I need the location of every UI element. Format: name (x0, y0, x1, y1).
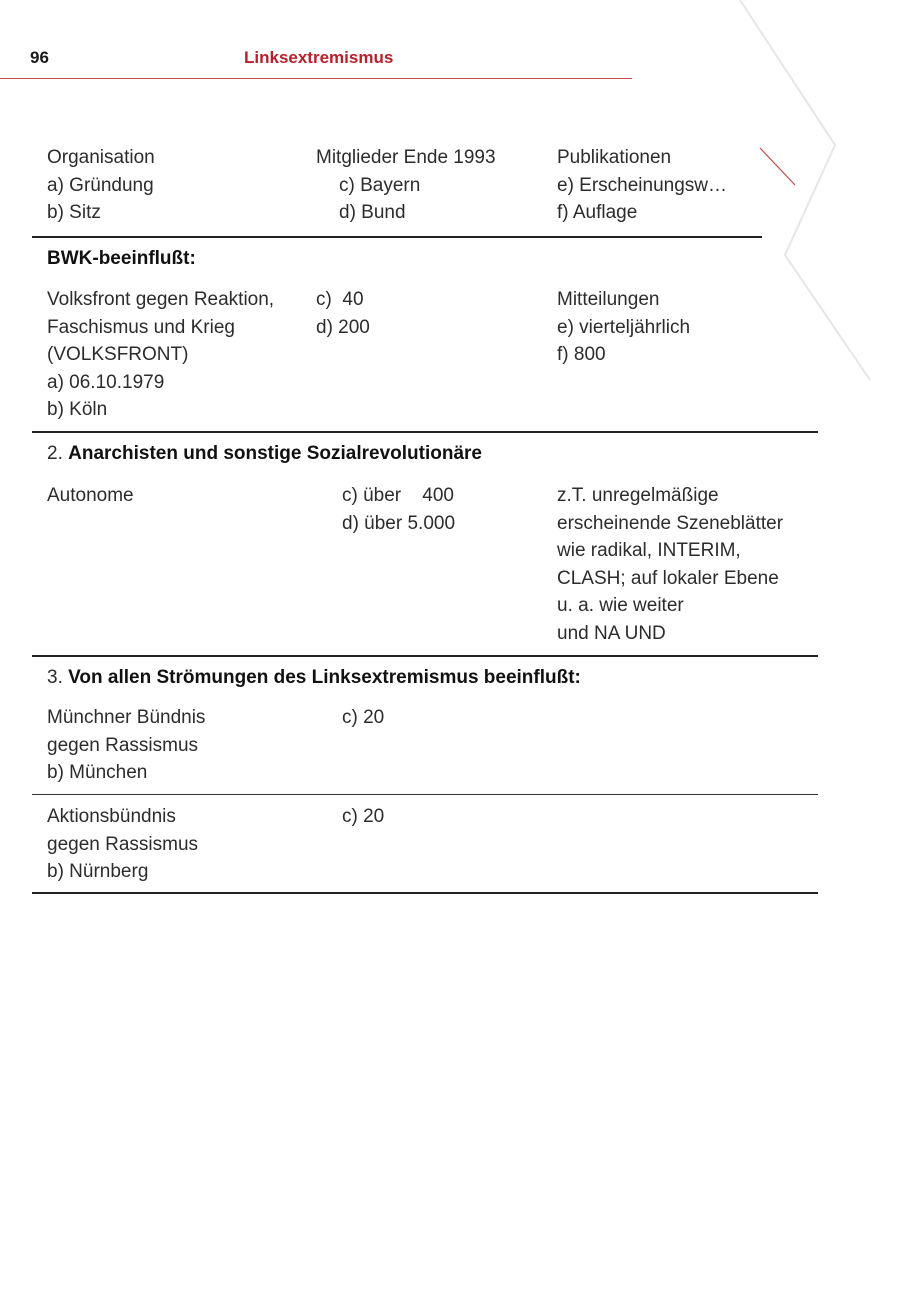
entry-volksfront-publications: Mitteilungen e) vierteljährlich f) 800 (557, 289, 691, 365)
entry-volksfront-members: c) 40 d) 200 (316, 289, 370, 338)
entry-muenchen-members: c) 20 (342, 707, 385, 728)
entry-autonome-publications: z.T. unregelmäßige erscheinende Szeneblätter wie radikal, INTERIM, CLASH; auf lokaler Ebene u. a. wie weiter und NA UND (557, 485, 784, 644)
entry-nuernberg-members: c) 20 (342, 806, 385, 827)
section-rule (32, 236, 762, 238)
entry-divider (32, 794, 818, 795)
entry-volksfront-org: Volksfront gegen Reaktion, Faschismus und Krieg (VOLKSFRONT) a) 06.10.1979 b) Köln (47, 289, 275, 420)
section-rule (32, 892, 818, 894)
section-heading-all: 3. Von allen Strömungen des Linksextremismus beeinflußt: (47, 667, 581, 688)
section-heading-bwk: BWK-beeinflußt: (47, 248, 196, 269)
entry-autonome-org: Autonome (47, 485, 134, 506)
column-header-organisation: Organisation a) Gründung b) Sitz (47, 147, 155, 223)
entry-muenchen-org: Münchner Bündnis gegen Rassismus b) München (47, 707, 206, 783)
section-heading-anarchists: 2. Anarchisten und sonstige Sozialrevolutionäre (47, 443, 482, 464)
header-rule (0, 78, 632, 79)
column-header-members: Mitglieder Ende 1993 c) Bayern d) Bund (316, 147, 496, 223)
entry-nuernberg-org: Aktionsbündnis gegen Rassismus b) Nürnberg (47, 806, 199, 882)
section-rule (32, 655, 818, 657)
column-header-publications: Publikationen e) Erscheinungsw… f) Auflage (557, 147, 728, 223)
section-rule (32, 431, 818, 433)
running-title: Linksextremismus (244, 48, 394, 67)
entry-autonome-members: c) über 400 d) über 5.000 (342, 485, 456, 534)
page-number: 96 (30, 48, 49, 67)
